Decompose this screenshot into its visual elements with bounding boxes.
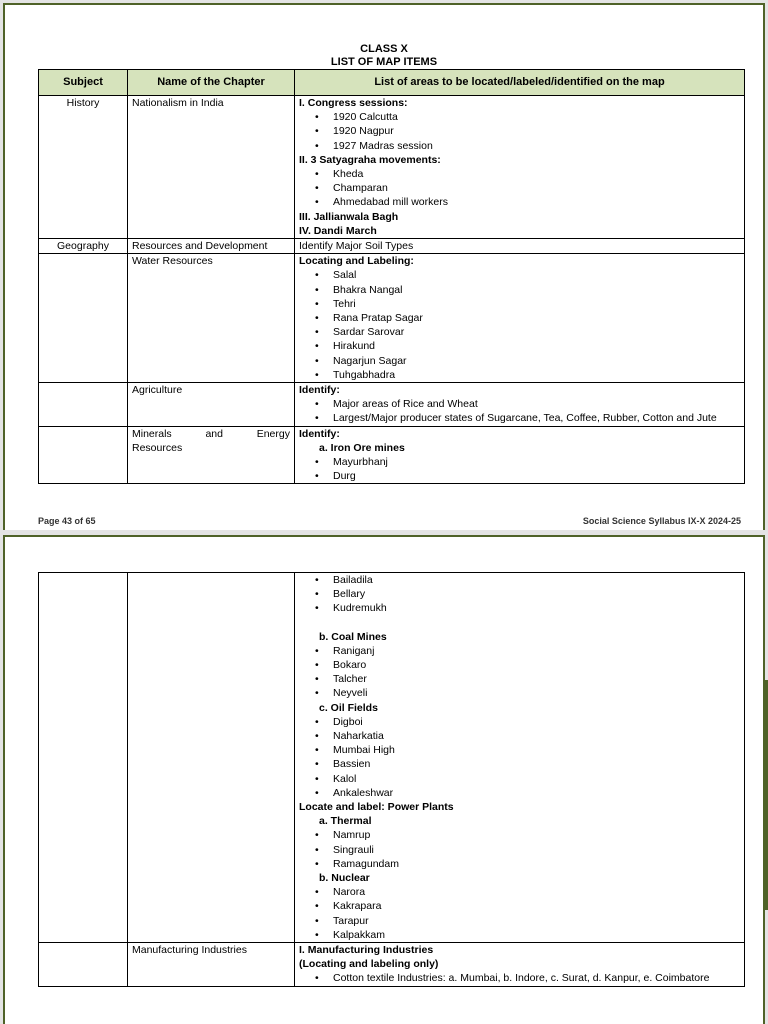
document-page-1	[3, 3, 765, 530]
jallianwala-item: III. Jallianwala Bagh	[299, 210, 399, 223]
list-item: • Tehri	[333, 297, 740, 311]
table-row	[39, 254, 745, 383]
list-item: • Hirakund	[333, 339, 740, 353]
list-item: • Ankaleshwar	[333, 786, 740, 800]
list-item: • Largest/Major producer states of Sugarcane, Tea, Coffee, Rubber, Cotton and Jute	[333, 411, 740, 425]
list-item: • Kheda	[333, 167, 740, 181]
chapter-cell	[128, 426, 295, 484]
list-item: • Salal	[333, 268, 740, 282]
areas-cell	[295, 426, 745, 484]
list-item: • Bailadila	[333, 573, 740, 587]
list-title: LIST OF MAP ITEMS	[330, 56, 438, 68]
dam-list	[299, 268, 740, 382]
table-row	[39, 426, 745, 484]
list-item: • Bhakra Nangal	[333, 283, 740, 297]
manufacturing-heading: I. Manufacturing Industries	[299, 944, 434, 957]
oil-fields-list	[299, 715, 740, 800]
column-header-areas: List of areas to be located/labeled/identified on the map	[295, 70, 745, 96]
page-number: Page 43 of 65	[38, 516, 96, 526]
congress-list	[299, 110, 740, 153]
chapter-cell: Manufacturing Industries	[128, 943, 295, 987]
list-item: • Raniganj	[333, 644, 740, 658]
list-item: • Major areas of Rice and Wheat	[333, 397, 740, 411]
congress-heading: I. Congress sessions:	[299, 97, 408, 109]
spacer	[299, 616, 740, 630]
chapter-cell: Water Resources	[128, 254, 295, 383]
list-item: • Mumbai High	[333, 743, 740, 757]
document-page-2	[3, 535, 765, 1024]
areas-cell	[295, 573, 745, 943]
column-header-chapter: Name of the Chapter	[128, 70, 295, 96]
manufacturing-subheading: (Locating and labeling only)	[299, 958, 439, 971]
agriculture-heading: Identify:	[299, 384, 340, 397]
map-items-table-continued	[38, 572, 745, 987]
coal-mines-list	[299, 644, 740, 701]
areas-cell	[295, 96, 745, 239]
subject-cell: History	[39, 96, 128, 239]
thermal-heading: a. Thermal	[319, 815, 372, 828]
list-item: • Kalol	[333, 772, 740, 786]
chapter-cell: Nationalism in India	[128, 96, 295, 239]
list-item: • Bokaro	[333, 658, 740, 672]
water-heading: Locating and Labeling:	[299, 255, 414, 268]
table-row	[39, 573, 745, 943]
dandi-item: IV. Dandi March	[299, 224, 377, 237]
iron-ore-list-continued	[299, 573, 740, 616]
power-plants-heading: Locate and label: Power Plants	[299, 801, 454, 814]
list-item: • Champaran	[333, 181, 740, 195]
list-item: • 1927 Madras session	[333, 139, 740, 153]
list-item: • Bassien	[333, 757, 740, 771]
agriculture-list	[299, 397, 740, 425]
chapter-cell: Agriculture	[128, 383, 295, 427]
list-item: • Cotton textile Industries: a. Mumbai, b. Indore, c. Surat, d. Kanpur, e. Coimbatore	[333, 971, 740, 985]
thermal-list	[299, 828, 740, 871]
list-item: • Talcher	[333, 672, 740, 686]
list-item: • Tuhgabhadra	[333, 368, 740, 382]
list-item: • Naharkatia	[333, 729, 740, 743]
oil-fields-heading: c. Oil Fields	[319, 701, 378, 714]
manufacturing-list	[299, 971, 740, 985]
minerals-heading: Identify:	[299, 427, 340, 440]
iron-ore-heading: a. Iron Ore mines	[319, 441, 405, 454]
list-item: • Kudremukh	[333, 601, 740, 615]
subject-cell	[39, 383, 128, 427]
nuclear-list	[299, 885, 740, 942]
list-item: • Nagarjun Sagar	[333, 354, 740, 368]
table-row	[39, 943, 745, 987]
areas-cell	[295, 943, 745, 987]
table-row	[39, 239, 745, 254]
table-header-row	[39, 70, 745, 96]
list-item: • Digboi	[333, 715, 740, 729]
list-item: • Namrup	[333, 828, 740, 842]
subject-cell	[39, 943, 128, 987]
list-item: • Mayurbhanj	[333, 455, 740, 469]
iron-ore-list	[299, 455, 740, 483]
list-item: • 1920 Nagpur	[333, 124, 740, 138]
list-item: • Tarapur	[333, 914, 740, 928]
page-edge-decoration	[763, 680, 768, 910]
list-item: • Ramagundam	[333, 857, 740, 871]
list-item: • Singrauli	[333, 843, 740, 857]
areas-cell	[295, 254, 745, 383]
chapter-line: Resources	[132, 441, 183, 454]
list-item: • Ahmedabad mill workers	[333, 195, 740, 209]
satyagraha-heading: II. 3 Satyagraha movements:	[299, 153, 441, 166]
list-item: • Kalpakkam	[333, 928, 740, 942]
nuclear-heading: b. Nuclear	[319, 872, 370, 885]
chapter-line: Minerals and Energy	[132, 427, 290, 440]
coal-mines-heading: b. Coal Mines	[319, 630, 387, 643]
list-item: • Neyveli	[333, 686, 740, 700]
subject-cell	[39, 573, 128, 943]
column-header-subject: Subject	[39, 70, 128, 96]
chapter-cell: Resources and Development	[128, 239, 295, 254]
list-item: • Rana Pratap Sagar	[333, 311, 740, 325]
footer-title: Social Science Syllabus IX-X 2024-25	[582, 516, 741, 526]
chapter-cell	[128, 573, 295, 943]
areas-cell: Identify Major Soil Types	[295, 239, 745, 254]
list-item: • Narora	[333, 885, 740, 899]
table-row	[39, 383, 745, 427]
map-items-table	[38, 69, 745, 484]
subject-cell	[39, 426, 128, 484]
table-row	[39, 96, 745, 239]
list-item: • Bellary	[333, 587, 740, 601]
subject-cell: Geography	[39, 239, 128, 254]
areas-cell	[295, 383, 745, 427]
class-title: CLASS X	[360, 43, 408, 55]
subject-cell	[39, 254, 128, 383]
list-item: • 1920 Calcutta	[333, 110, 740, 124]
satyagraha-list	[299, 167, 740, 210]
list-item: • Sardar Sarovar	[333, 325, 740, 339]
list-item: • Durg	[333, 469, 740, 483]
list-item: • Kakrapara	[333, 899, 740, 913]
